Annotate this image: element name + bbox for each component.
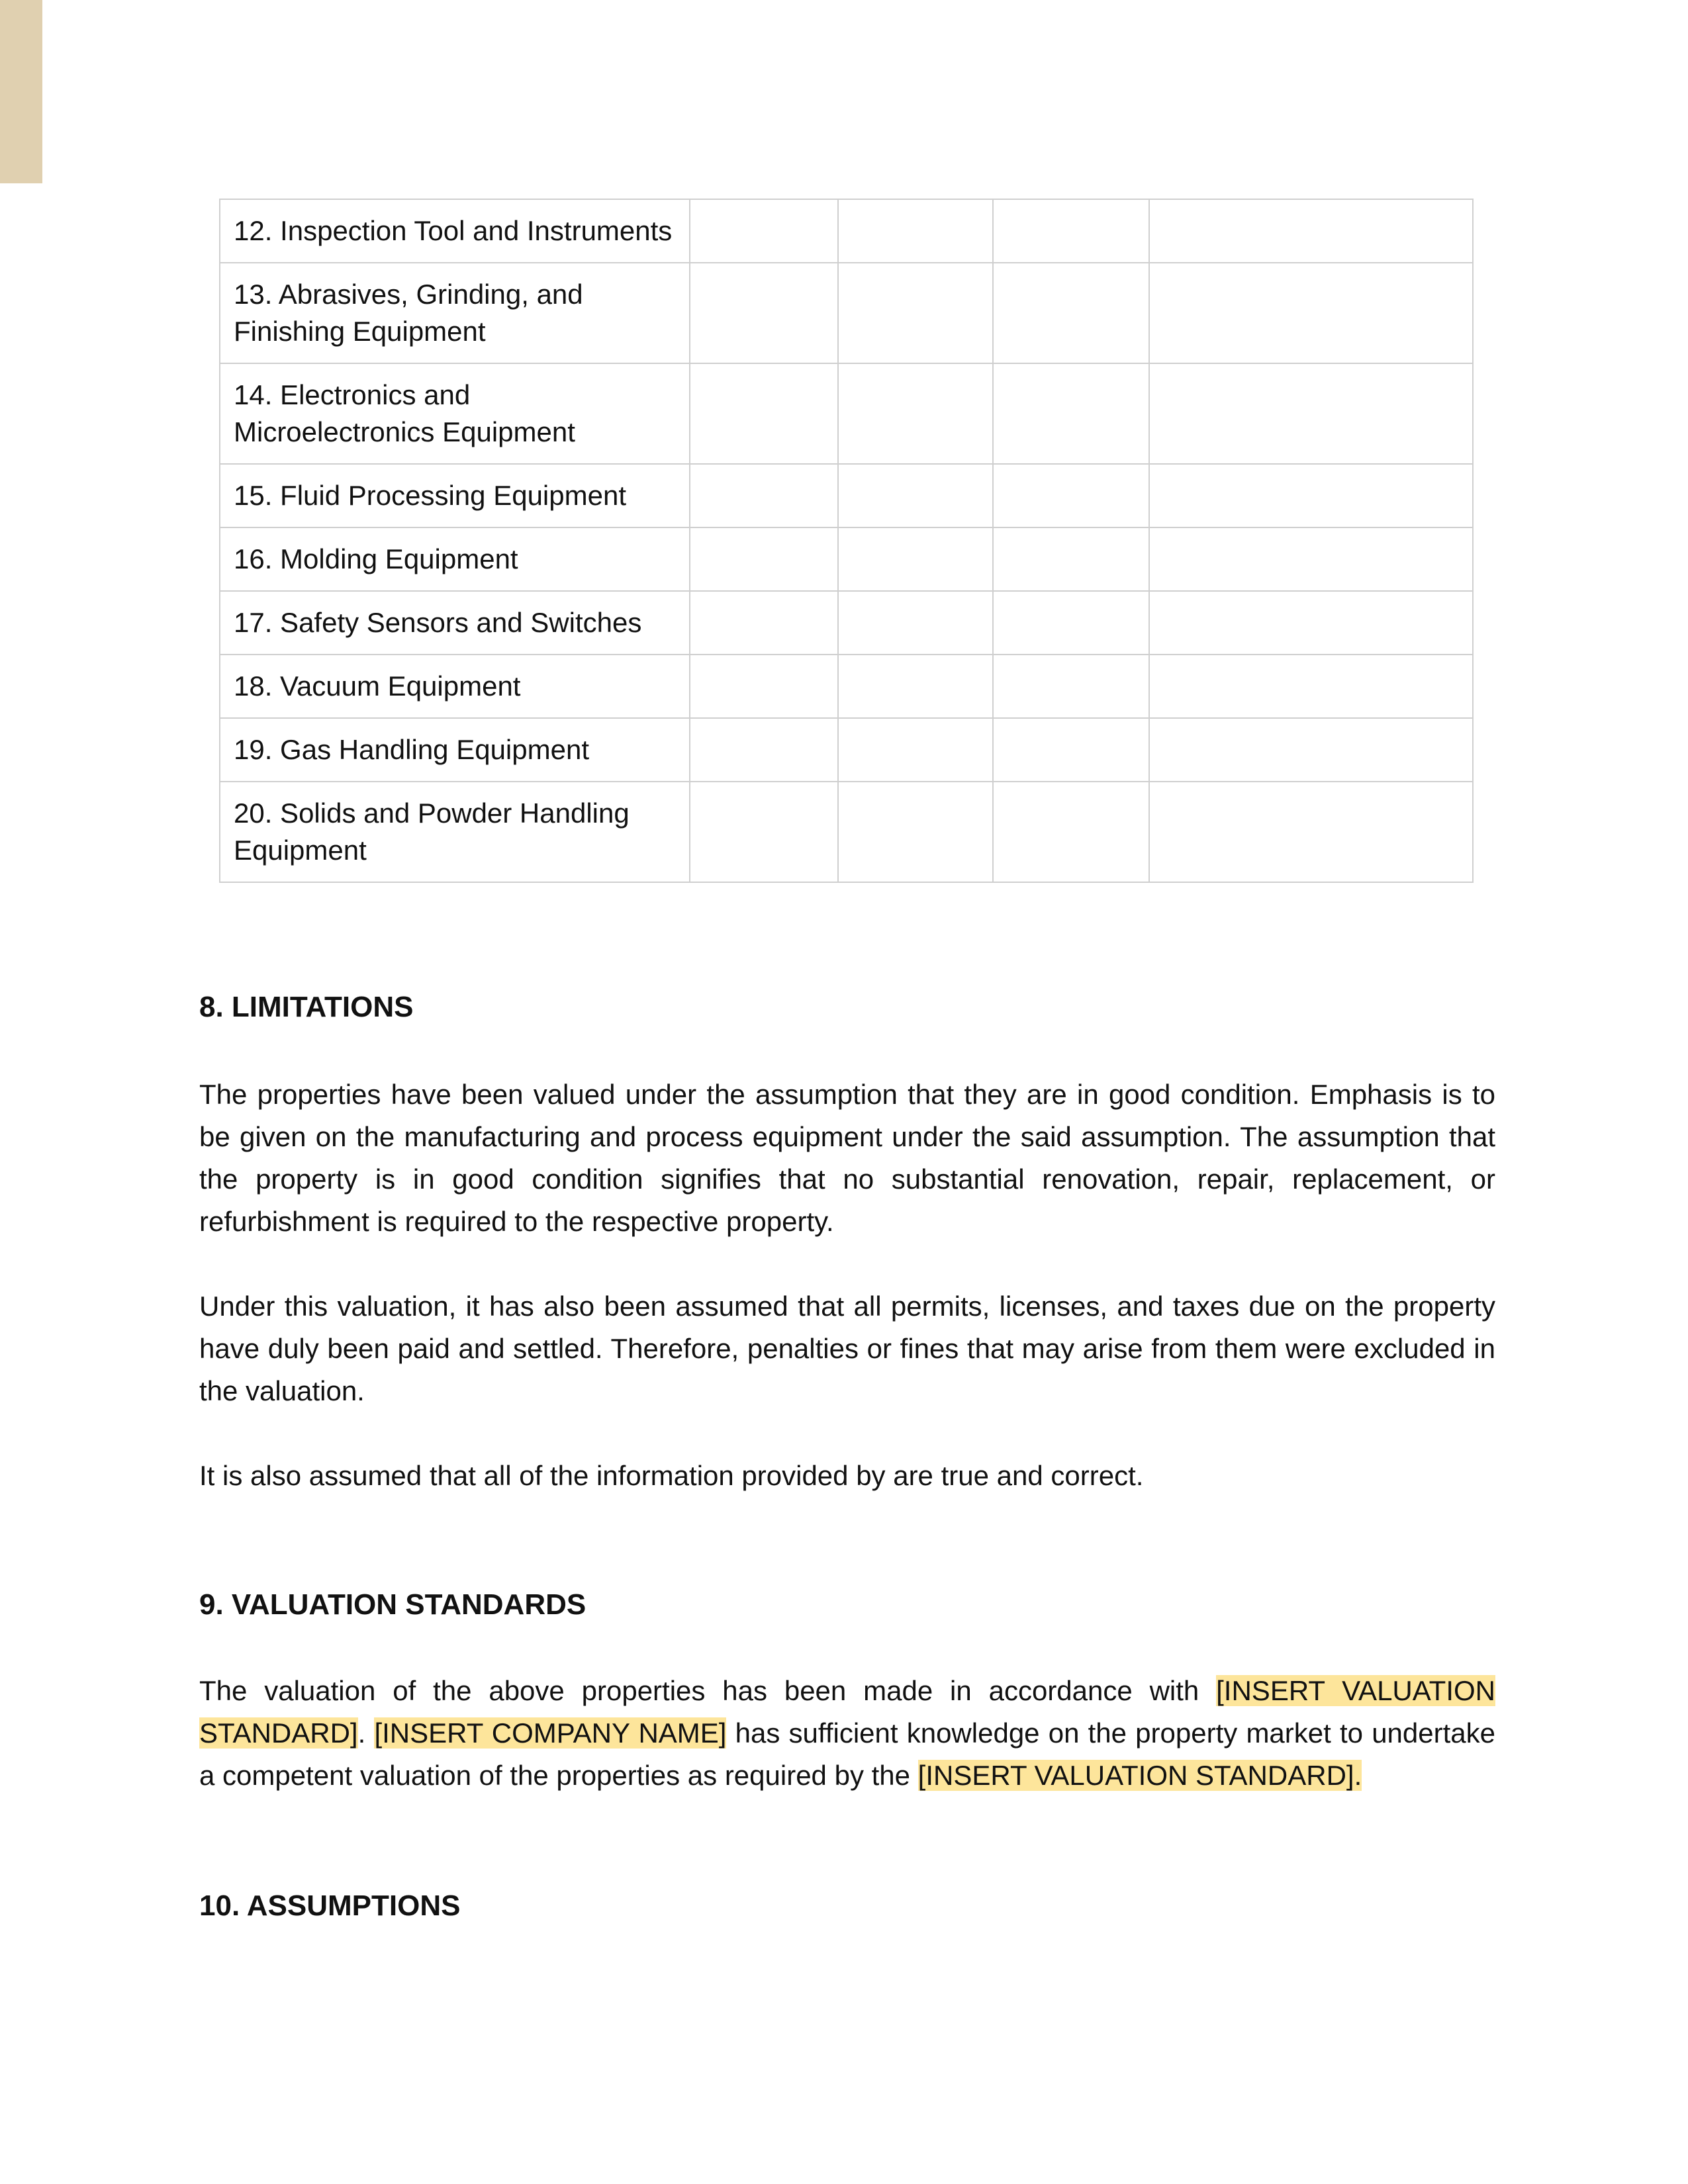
table-row	[220, 199, 1473, 263]
placeholder-valuation-standard: [INSERT VALUATION STANDARD]	[199, 1675, 1495, 1749]
section-heading-limitations: 8. LIMITATIONS	[199, 991, 414, 1023]
empty-value-cell	[690, 718, 838, 782]
empty-value-cell	[993, 782, 1149, 882]
empty-value-cell	[1149, 782, 1473, 882]
empty-value-cell	[690, 527, 838, 591]
table-row	[220, 782, 1473, 882]
equipment-table	[219, 199, 1474, 883]
empty-value-cell	[838, 263, 993, 363]
section-heading-valuation-standards: 9. VALUATION STANDARDS	[199, 1588, 586, 1621]
table-row	[220, 591, 1473, 655]
placeholder-valuation-standard-end: [INSERT VALUATION STANDARD].	[917, 1760, 1362, 1791]
text-segment: .	[357, 1717, 375, 1749]
section-heading-assumptions: 10. ASSUMPTIONS	[199, 1889, 461, 1922]
equipment-label-cell: 15. Fluid Processing Equipment	[220, 464, 690, 527]
equipment-label-cell: 13. Abrasives, Grinding, and Finishing Equipment	[220, 263, 690, 363]
empty-value-cell	[838, 782, 993, 882]
equipment-label-cell: 14. Electronics and Microelectronics Equipment	[220, 363, 690, 464]
empty-value-cell	[993, 655, 1149, 718]
equipment-label-cell: 20. Solids and Powder Handling Equipment	[220, 782, 690, 882]
empty-value-cell	[993, 199, 1149, 263]
empty-value-cell	[1149, 591, 1473, 655]
empty-value-cell	[993, 718, 1149, 782]
table-row	[220, 263, 1473, 363]
table-row	[220, 363, 1473, 464]
text-segment: The valuation of the above properties has been made in accordance with	[199, 1675, 1217, 1706]
limitations-paragraph-1: The properties have been valued under the assumption that they are in good condition. Emphasis is to be given on the manufacturing and process equipment under the said assumption. The assumption that the property is in good condition signifies that no substantial renovation, repair, replacement, or refurbishment is required to the respective property.	[199, 1079, 1495, 1237]
equipment-label-cell: 12. Inspection Tool and Instruments	[220, 199, 690, 263]
empty-value-cell	[690, 591, 838, 655]
empty-value-cell	[838, 464, 993, 527]
empty-value-cell	[1149, 464, 1473, 527]
empty-value-cell	[993, 464, 1149, 527]
table-row	[220, 718, 1473, 782]
empty-value-cell	[690, 363, 838, 464]
empty-value-cell	[690, 782, 838, 882]
limitations-paragraph-2: Under this valuation, it has also been assumed that all permits, licenses, and taxes due on the property have duly been paid and settled. Therefore, penalties or fines that may arise from them were excluded in the valuation.	[199, 1291, 1495, 1406]
empty-value-cell	[993, 591, 1149, 655]
equipment-label-cell: 17. Safety Sensors and Switches	[220, 591, 690, 655]
table-row	[220, 527, 1473, 591]
empty-value-cell	[993, 263, 1149, 363]
empty-value-cell	[690, 655, 838, 718]
empty-value-cell	[1149, 199, 1473, 263]
equipment-label-cell: 18. Vacuum Equipment	[220, 655, 690, 718]
empty-value-cell	[1149, 655, 1473, 718]
empty-value-cell	[690, 464, 838, 527]
empty-value-cell	[993, 363, 1149, 464]
empty-value-cell	[838, 655, 993, 718]
empty-value-cell	[690, 199, 838, 263]
empty-value-cell	[690, 263, 838, 363]
empty-value-cell	[838, 591, 993, 655]
equipment-label-cell: 16. Molding Equipment	[220, 527, 690, 591]
empty-value-cell	[1149, 718, 1473, 782]
page-corner-tab	[0, 0, 42, 183]
empty-value-cell	[838, 718, 993, 782]
text-segment: has sufficient knowledge on the property market to undertake a competent valuation of the properties as required by the	[199, 1717, 1496, 1791]
table-row	[220, 655, 1473, 718]
empty-value-cell	[993, 527, 1149, 591]
equipment-label-cell: 19. Gas Handling Equipment	[220, 718, 690, 782]
empty-value-cell	[838, 199, 993, 263]
empty-value-cell	[1149, 263, 1473, 363]
valuation-standards-paragraph	[199, 1670, 1495, 1797]
table-row	[220, 464, 1473, 527]
placeholder-company-name: [INSERT COMPANY NAME]	[374, 1717, 727, 1749]
empty-value-cell	[838, 527, 993, 591]
empty-value-cell	[1149, 527, 1473, 591]
empty-value-cell	[1149, 363, 1473, 464]
empty-value-cell	[838, 363, 993, 464]
limitations-paragraph-3: It is also assumed that all of the information provided by are true and correct.	[199, 1460, 1144, 1491]
